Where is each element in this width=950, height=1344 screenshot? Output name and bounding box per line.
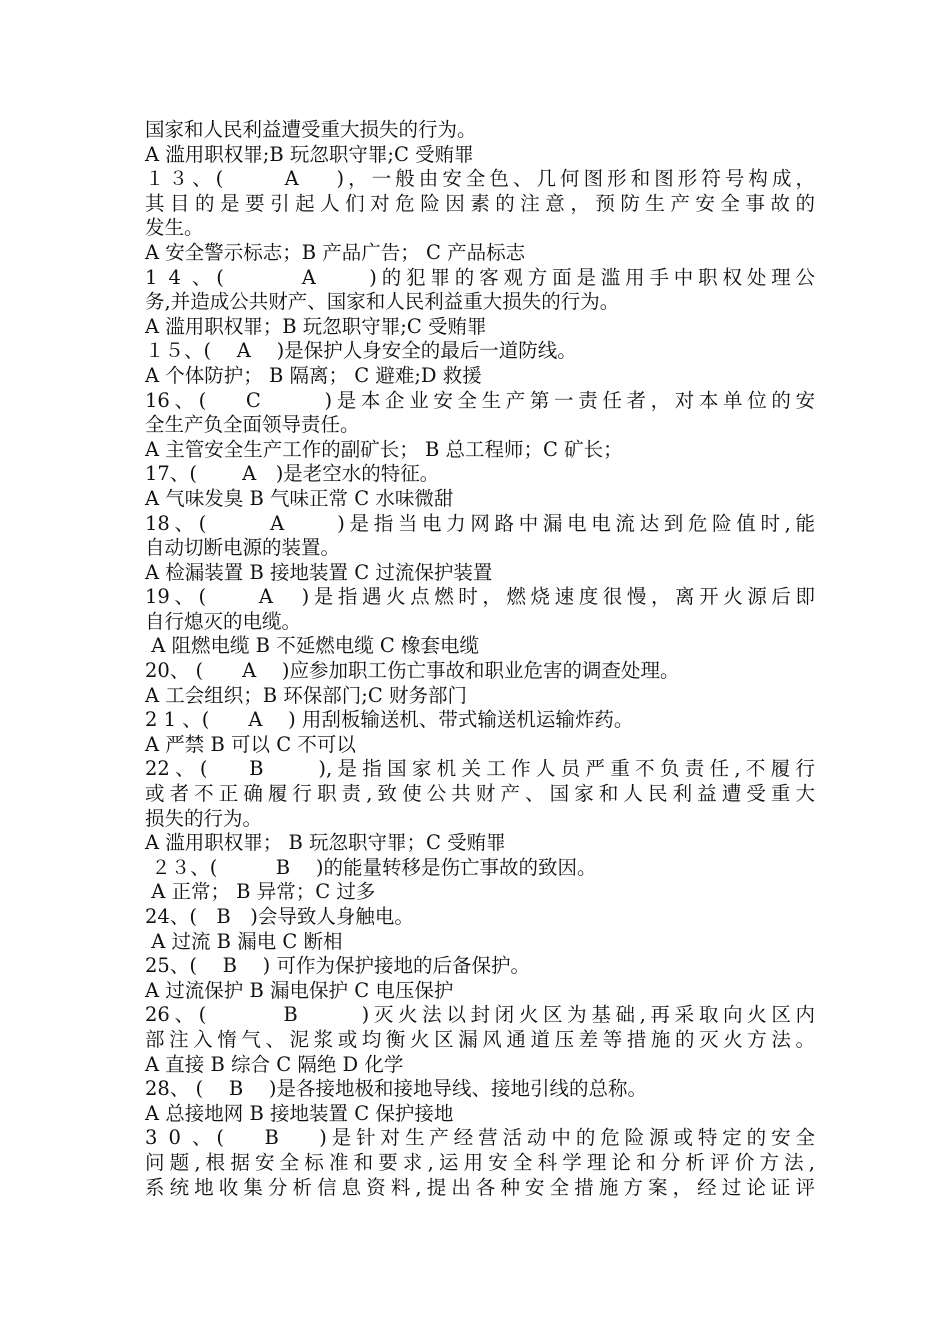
- text-line: 22、( B ),是指国家机关工作人员严重不负责任,不履行: [145, 757, 815, 781]
- text-line: A 滥用职权罪;B 玩忽职守罪;C 受贿罪: [145, 142, 474, 166]
- text-line: 16、( C )是本企业安全生产第一责任者，对本单位的安: [145, 388, 815, 412]
- text-line: 部注入惰气、泥浆或均衡火区漏风通道压差等措施的灭火方法。: [145, 1027, 815, 1051]
- text-line: 19、( A )是指遇火点燃时，燃烧速度很慢，离开火源后即: [145, 585, 815, 609]
- text-line: １５、( A )是保护人身安全的最后一道防线。: [145, 339, 577, 363]
- text-line: 18、( A )是指当电力网路中漏电电流达到危险值时,能: [145, 511, 815, 535]
- text-line: 系统地收集分析信息资料,提出各种安全措施方案，经过论证评: [145, 1175, 815, 1199]
- text-line: 1 4 、( A )的犯罪的客观方面是滥用手中职权处理公: [145, 265, 815, 289]
- text-line: 24、( B )会导致人身触电。: [145, 905, 414, 928]
- text-line: 2 1 、( A ) 用刮板输送机、带式输送机运输炸药。: [145, 708, 634, 732]
- text-line: A 检漏装置 B 接地装置 C 过流保护装置: [145, 560, 493, 584]
- text-line: A 总接地网 B 接地装置 C 保护接地: [145, 1101, 454, 1125]
- text-line: A 主管安全生产工作的副矿长； B 总工程师；C 矿长；: [145, 437, 623, 461]
- text-line: A 严禁 B 可以 C 不可以: [145, 732, 356, 756]
- text-line: ２３、( B )的能量转移是伤亡事故的致因。: [145, 855, 597, 879]
- document-page: [145, 118, 815, 1200]
- text-line: A 过流保护 B 漏电保护 C 电压保护: [145, 978, 454, 1002]
- text-line: 问题,根据安全标准和要求,运用安全科学理论和分析评价方法,: [145, 1150, 815, 1174]
- text-line: A 滥用职权罪； B 玩忽职守罪；C 受贿罪: [145, 831, 506, 855]
- text-line: A 滥用职权罪；B 玩忽职守罪;C 受贿罪: [145, 314, 487, 338]
- text-line: 28、 ( B )是各接地极和接地导线、接地引线的总称。: [145, 1077, 647, 1101]
- text-line: 17、( A )是老空水的特征。: [145, 462, 440, 486]
- text-line: A 安全警示标志；B 产品广告； C 产品标志: [145, 240, 526, 264]
- text-line: 20、 ( A )应参加职工伤亡事故和职业危害的调查处理。: [145, 659, 680, 683]
- text-line: 自动切断电源的装置。: [145, 536, 341, 560]
- text-line: 其目的是要引起人们对危险因素的注意，预防生产安全事故的: [145, 191, 815, 215]
- text-line: A 正常； B 异常；C 过多: [145, 880, 376, 904]
- text-line: A 个体防护； B 隔离； C 避难;D 救援: [145, 363, 482, 387]
- text-line: A 阻燃电缆 B 不延燃电缆 C 橡套电缆: [145, 634, 480, 658]
- text-line: 损失的行为。: [145, 806, 263, 830]
- text-line: A 过流 B 漏电 C 断相: [145, 929, 343, 953]
- text-line: 务,并造成公共财产、国家和人民利益重大损失的行为。: [145, 290, 620, 314]
- text-line: 自行熄灭的电缆。: [145, 609, 302, 633]
- text-line: A 气味发臭 B 气味正常 C 水味微甜: [145, 486, 454, 510]
- text-line: A 工会组织；B 环保部门;C 财务部门: [145, 683, 467, 707]
- text-line: 或者不正确履行职责,致使公共财产、国家和人民利益遭受重大: [145, 782, 815, 806]
- text-line: 全生产负全面领导责任。: [145, 413, 360, 437]
- text-line: 26、( B )灭火法以封闭火区为基础,再采取向火区内: [145, 1003, 815, 1027]
- text-line: 国家和人民利益遭受重大损失的行为。: [145, 118, 477, 141]
- text-line: １３、( A )，一般由安全色、几何图形和图形符号构成，: [145, 167, 815, 191]
- text-line: 25、( B ) 可作为保护接地的后备保护。: [145, 954, 530, 978]
- text-line: 发生。: [145, 216, 204, 240]
- text-line: A 直接 B 综合 C 隔绝 D 化学: [145, 1052, 404, 1076]
- text-line: 3 0 、( B )是针对生产经营活动中的危险源或特定的安全: [145, 1126, 815, 1150]
